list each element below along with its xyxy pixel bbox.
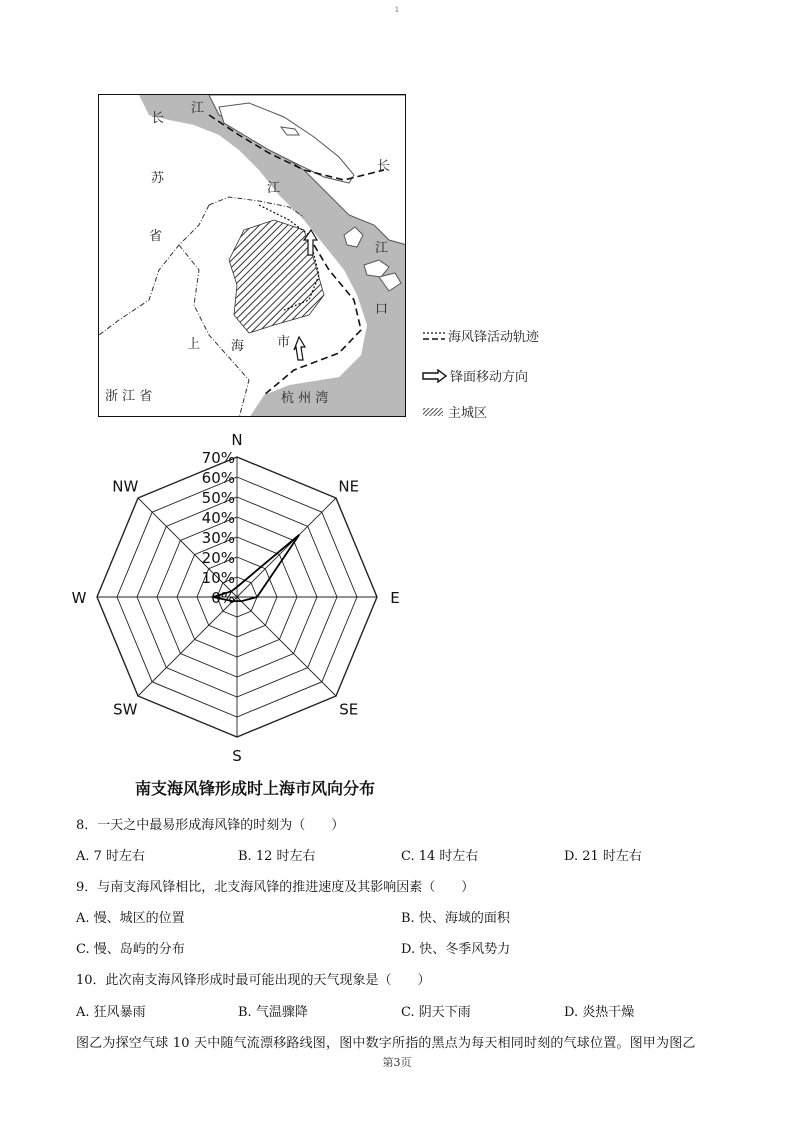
q10-option-a: A. 狂风暴雨 (76, 1005, 146, 1020)
q9-option-b: B. 快、海域的面积 (401, 911, 510, 926)
radar-direction-label: NE (338, 477, 360, 496)
map-label-su: 苏 (151, 171, 165, 186)
radar-tick-label: 70% (201, 449, 235, 467)
map-label-shi: 市 (277, 335, 291, 350)
map-label-chang-left: 长 (151, 111, 165, 126)
legend-track-icon (422, 329, 446, 343)
map-label-jiang-top: 江 (191, 101, 205, 116)
question-10-stem: 10．此次南支海风锋形成时最可能出现的天气现象是（ ） (76, 973, 431, 988)
radar-direction-label: W (71, 589, 87, 607)
chart-title: 南支海风锋形成时上海市风向分布 (134, 779, 375, 798)
q10-option-d: D. 炎热干燥 (564, 1005, 635, 1020)
q8-option-c: C. 14 时左右 (401, 849, 479, 864)
radar-tick-label: 60% (201, 469, 235, 487)
legend-urban-label: 主城区 (448, 406, 488, 421)
legend-hatch-icon (422, 406, 446, 418)
map-label-sheng: 省 (149, 229, 163, 244)
legend-track (422, 326, 539, 345)
q10-option-c: C. 阴天下雨 (401, 1005, 471, 1020)
page-mark: 1 (394, 6, 400, 14)
legend-direction-label: 锋面移动方向 (450, 370, 529, 385)
radar-spoke (138, 597, 237, 696)
wind-radar-chart (70, 432, 410, 772)
radar-tick-label: 30% (201, 529, 235, 547)
radar-tick-label: 0% (211, 589, 235, 607)
q9-option-d: D. 快、冬季风势力 (401, 942, 511, 957)
radar-tick-label: 10% (201, 569, 235, 587)
map-figure (98, 94, 406, 417)
radar-tick-label: 50% (201, 489, 235, 507)
q8-option-d: D. 21 时左右 (564, 849, 642, 864)
map-label-hangzhouwan: 杭 州 湾 (281, 391, 329, 406)
question-8-stem: 8．一天之中最易形成海风锋的时刻为（ ） (76, 818, 345, 833)
radar-direction-label: S (232, 747, 242, 765)
legend-arrow-icon (422, 369, 448, 383)
radar-direction-label: SW (113, 700, 138, 719)
legend-urban (422, 402, 487, 421)
radar-tick-label: 40% (201, 509, 235, 527)
map-label-shang: 上 (187, 337, 201, 352)
page-footer: 第3页 (382, 1056, 412, 1069)
map-label-jiang-mid: 江 (267, 181, 281, 196)
map-label-zhejiang: 浙 江 省 (105, 389, 153, 404)
radar-direction-label: NW (112, 477, 139, 496)
q9-option-a: A. 慢、城区的位置 (76, 911, 185, 926)
legend-track-label: 海风锋活动轨迹 (448, 330, 540, 345)
q10-option-b: B. 气温骤降 (238, 1005, 308, 1020)
intro-text: 图乙为探空气球 10 天中随气流漂移路线图，图中数字所指的黑点为每天相同时刻的气球位置。图甲为图乙 (76, 1036, 696, 1051)
q8-option-b: B. 12 时左右 (238, 849, 316, 864)
q9-option-c: C. 慢、岛屿的分布 (76, 942, 185, 957)
map-label-kou: 口 (375, 302, 389, 317)
radar-spoke (237, 597, 336, 696)
q8-option-a: A. 7 时左右 (76, 849, 146, 864)
radar-tick-label: 20% (201, 549, 235, 567)
map-label-chang-right: 长 (377, 159, 391, 174)
radar-direction-label: N (231, 432, 243, 449)
radar-direction-label: SE (339, 700, 359, 719)
radar-direction-label: E (390, 589, 400, 607)
map-label-hai: 海 (231, 339, 245, 354)
map-drawing (99, 95, 406, 417)
legend-direction (422, 366, 528, 385)
radar-spoke (237, 498, 336, 597)
map-label-jiang-right: 江 (375, 241, 389, 256)
question-9-stem: 9．与南支海风锋相比，北支海风锋的推进速度及其影响因素（ ） (76, 880, 475, 895)
